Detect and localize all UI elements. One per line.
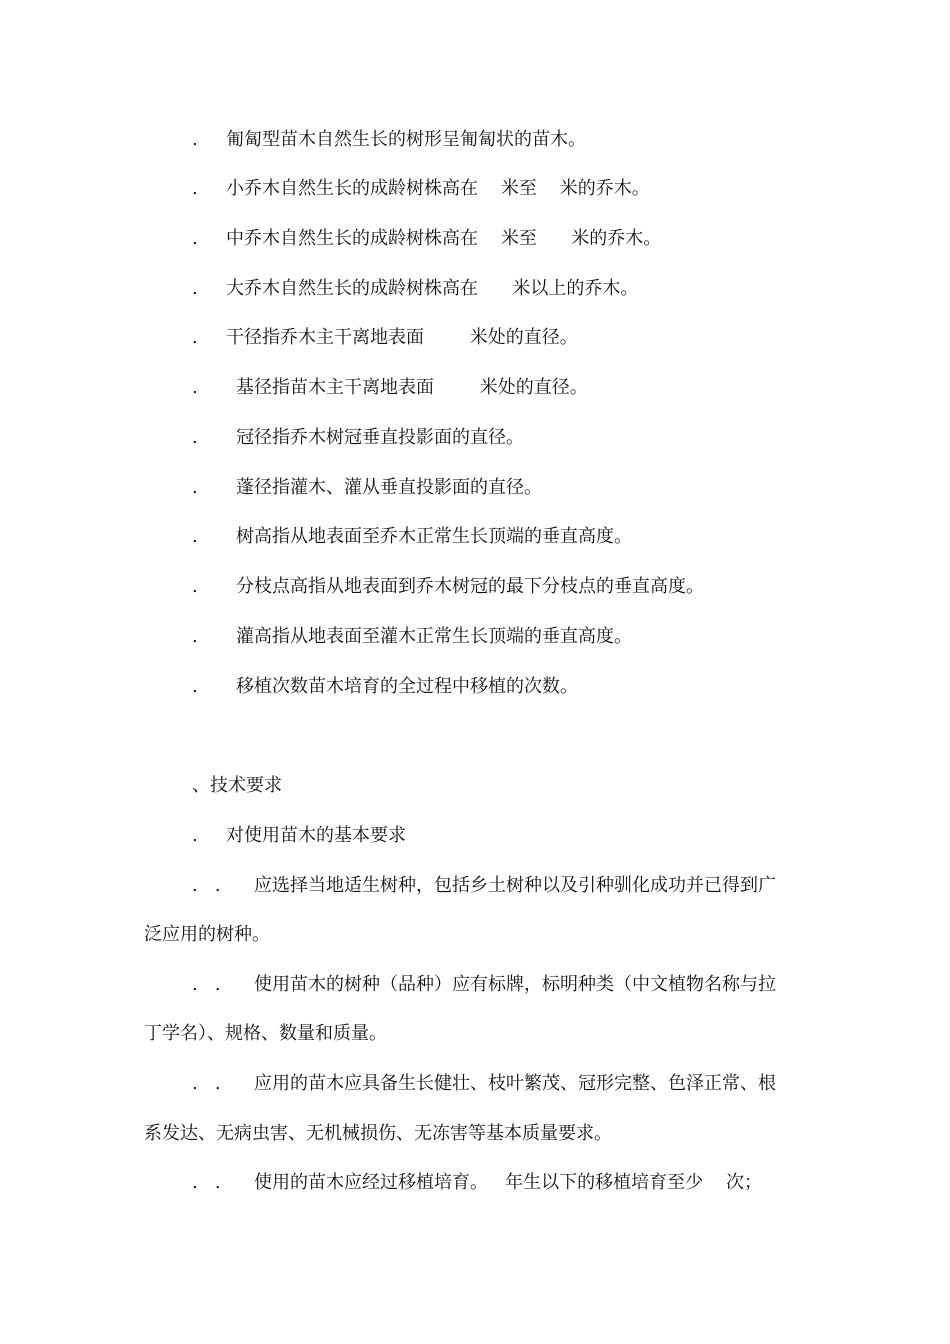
definition-text: 匍匐型苗木自然生长的树形呈匍匐状的苗木。 xyxy=(226,129,586,150)
definition-text: 冠径指乔木树冠垂直投影面的直径。 xyxy=(236,427,524,448)
definition-text: 分枝点高指从地表面到乔木树冠的最下分枝点的垂直高度。 xyxy=(236,576,704,597)
subsection-number: . xyxy=(192,825,198,846)
definition-number: . xyxy=(192,526,198,547)
definition-text: 大乔木自然生长的成龄树株高在 米以上的乔木。 xyxy=(226,278,639,299)
definition-number: . xyxy=(192,676,198,697)
definition-text: 蓬径指灌木、灌从垂直投影面的直径。 xyxy=(236,477,542,498)
definition-number: . xyxy=(192,228,198,249)
requirement-text-line1: 使用苗木的树种（品种）应有标牌，标明种类（中文植物名称与拉 xyxy=(254,974,776,995)
definition-number: . xyxy=(192,327,198,348)
definition-number: . xyxy=(192,377,198,398)
definition-number: . xyxy=(192,427,198,448)
requirement-number: . . xyxy=(192,875,221,896)
requirement-text-line2: 泛应用的树种。 xyxy=(144,924,270,945)
requirement-text-line1: 应选择当地适生树种，包括乡土树种以及引种驯化成功并已得到广 xyxy=(254,875,776,896)
definition-number: . xyxy=(192,626,198,647)
requirement-number: . . xyxy=(192,1172,221,1193)
definition-text: 干径指乔木主干离地表面 米处的直径。 xyxy=(226,327,578,348)
definition-number: . xyxy=(192,178,198,199)
requirement-text-line1: 使用的苗木应经过移植培育。 年生以下的移植培育至少 次； xyxy=(254,1172,763,1193)
requirement-text-line2: 系发达、无病虫害、无机械损伤、无冻害等基本质量要求。 xyxy=(144,1123,612,1144)
definition-text: 小乔木自然生长的成龄树株高在 米至 米的乔木。 xyxy=(226,178,650,199)
definition-number: . xyxy=(192,278,198,299)
definition-text: 树高指从地表面至乔木正常生长顶端的垂直高度。 xyxy=(236,526,632,547)
definition-number: . xyxy=(192,129,198,150)
definition-number: . xyxy=(192,477,198,498)
definition-text: 基径指苗木主干离地表面 米处的直径。 xyxy=(236,377,588,398)
requirement-text-line2: 丁学名）、规格、数量和质量。 xyxy=(144,1023,387,1044)
requirement-number: . . xyxy=(192,974,221,995)
definition-text: 灌高指从地表面至灌木正常生长顶端的垂直高度。 xyxy=(236,626,632,647)
definition-number: . xyxy=(192,576,198,597)
subsection-title: 对使用苗木的基本要求 xyxy=(226,825,406,846)
requirement-text-line1: 应用的苗木应具备生长健壮、枝叶繁茂、冠形完整、色泽正常、根 xyxy=(254,1073,776,1094)
section-heading: 、技术要求 xyxy=(192,775,282,796)
definition-text: 中乔木自然生长的成龄树株高在 米至 米的乔木。 xyxy=(226,228,662,249)
definition-text: 移植次数苗木培育的全过程中移植的次数。 xyxy=(236,676,578,697)
requirement-number: . . xyxy=(192,1073,221,1094)
